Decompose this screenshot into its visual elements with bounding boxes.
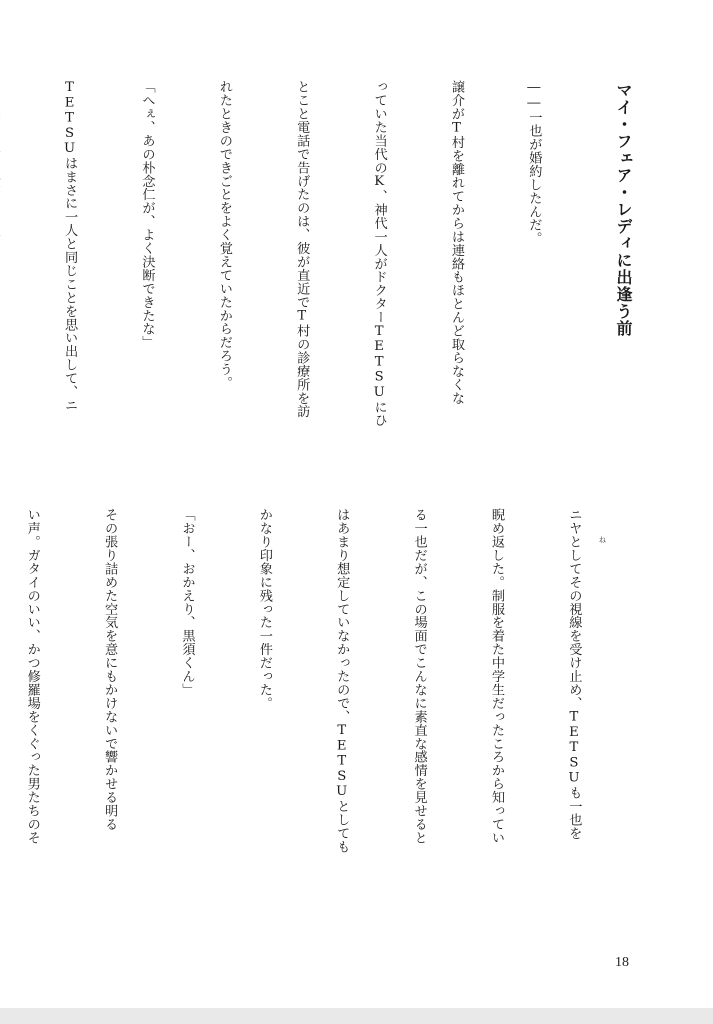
text-line: その張り詰めた空気を意にもかけないで響かせる明る (102, 508, 118, 831)
text-line: かなり印象に残った一件だった。 (256, 508, 272, 710)
text-line: はあまり想定していなかったので、TETSUとしても (334, 508, 350, 854)
viewer-bottom-bar (0, 1008, 713, 1024)
section-heading: マイ・フェア・レディに出逢う前 (614, 82, 633, 337)
text-line (0, 80, 5, 500)
text-line: 譲介がT村を離れてからは連絡もほとんど取らなくな (449, 80, 465, 405)
text-line: TETSUはまさに一人と同じことを思い出して、ニ (62, 80, 78, 412)
text-line: ――一也が婚約したんだ。 (526, 80, 542, 245)
text-line: い声。ガタイのいい、かつ修羅場をくぐった男たちのそ (24, 508, 40, 845)
top-text-block (62, 80, 598, 500)
text-line: ニヤとしてその視線を受け止め、TETSUも一也を (566, 508, 582, 840)
ruby-annotation: ね (599, 536, 606, 544)
text-line: とこと電話で告げたのは、彼が直近でT村の診療所を訪 (294, 80, 310, 419)
text-line: 「へぇ、あの朴念仁が、よく決断できたな」 (139, 80, 155, 349)
text-line: れたときのできごとをよく覚えていたからだろう。 (216, 80, 232, 390)
text-line: っていた当代のK、神代一人がドクターTETSUにひ (371, 80, 387, 428)
bottom-text-block (24, 508, 638, 928)
page-number: 18 (615, 955, 629, 970)
text-line: 睨め返した。制服を着た中学生だったころから知ってい (489, 508, 505, 845)
text-line: る一也だが、この場面でこんなに素直な感情を見せると (411, 508, 427, 845)
text-line: 「おー、おかえり、黒須くん」 (179, 508, 195, 697)
